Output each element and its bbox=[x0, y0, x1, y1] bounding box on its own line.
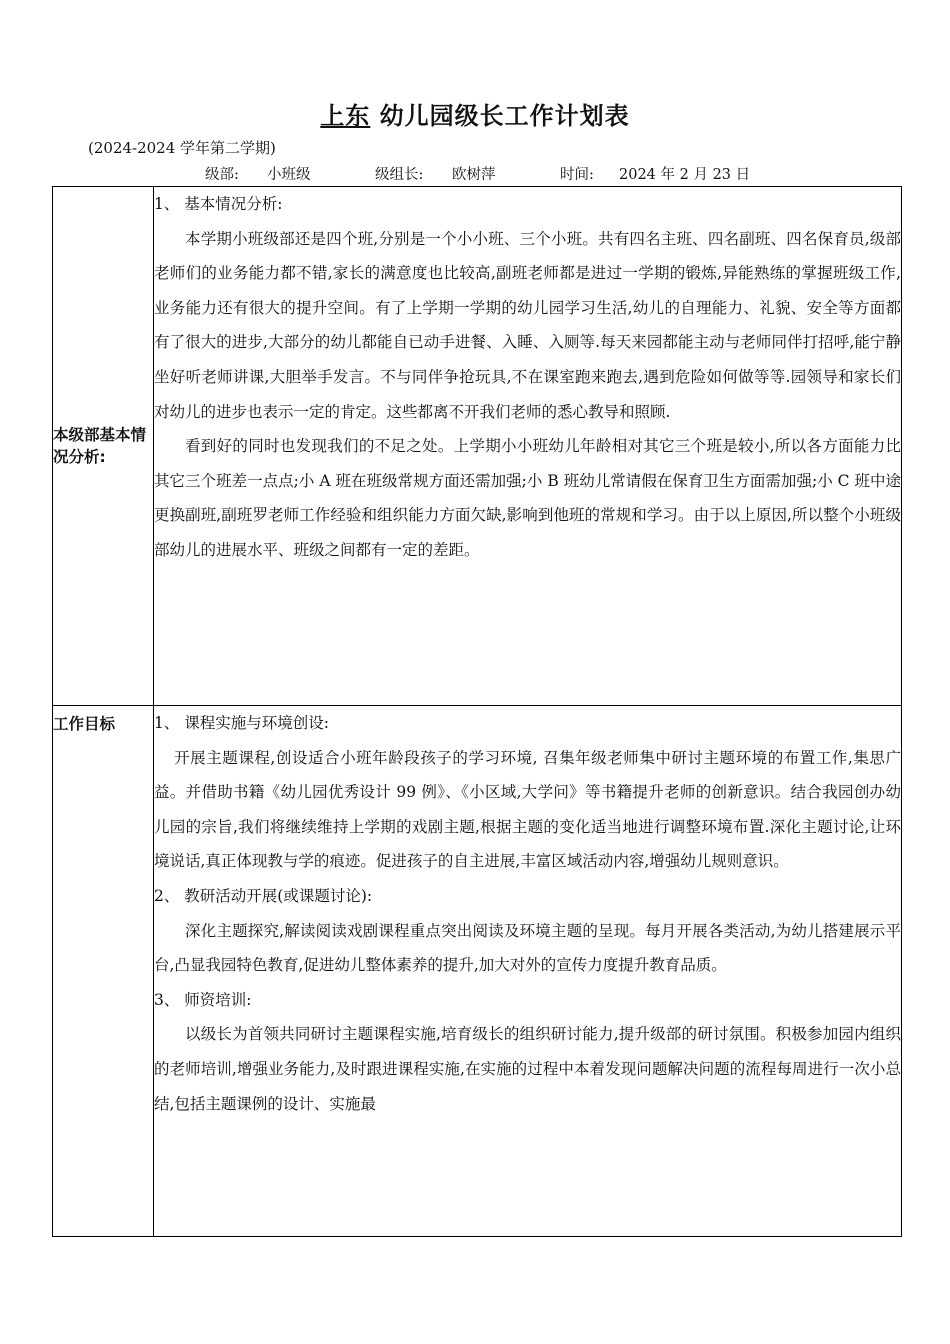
goal-heading-2: 2、 教研活动开展(或课题讨论): bbox=[154, 886, 373, 905]
goal-heading-1: 1、 课程实施与环境创设: bbox=[154, 714, 330, 732]
time-label: 时间: bbox=[560, 167, 594, 183]
section-label-analysis: 本级部基本情况分析: bbox=[53, 187, 154, 706]
leader-label: 级组长: bbox=[375, 167, 424, 183]
analysis-heading: 1、 基本情况分析: bbox=[154, 195, 283, 213]
title-main: 幼儿园级长工作计划表 bbox=[379, 102, 630, 130]
table-row bbox=[53, 706, 902, 1237]
goal-paragraph-1: 开展主题课程,创设适合小班年龄段孩子的学习环境, 召集年级老师集中研讨主题环境的布置工作,集思广益。并借助书籍《幼儿园优秀设计 99 例》、《小区域,大学问》等书籍提升老师的创新意识。结合我园创办幼儿园的宗旨,我们将继续维持上学期的戏剧主题,根据主题的变化适当地进行调整环境布置.深化主题讨论,让环境说话,真正体现教与学的痕迹。促进孩子的自主进展,丰富区域活动内容,增强幼儿规则意识。 bbox=[154, 748, 901, 871]
analysis-paragraph-1: 本学期小班级部还是四个班,分别是一个小小班、三个小班。共有四名主班、四名副班、四名保育员,级部老师们的业务能力都不错,家长的满意度也比较高,副班老师都是进过一学期的锻炼,异能熟练的掌握班级工作,业务能力还有很大的提升空间。有了上学期一学期的幼儿园学习生活,幼儿的自理能力、礼貌、安全等方面都有了很大的进步,大部分的幼儿都能自已动手进餐、入睡、入厕等.每天来园都能主动与老师同伴打招呼,能宁静坐好听老师讲课,大胆举手发言。不与同伴争抢玩具,不在课室跑来跑去,遇到危险如何做等等.园领导和家长们对幼儿的进步也表示一定的肯定。这些都离不开我们老师的悉心教导和照顾. bbox=[154, 229, 901, 421]
plan-table bbox=[52, 186, 902, 1237]
grade-label: 级部: bbox=[205, 167, 239, 183]
analysis-paragraph-2: 看到好的同时也发现我们的不足之处。上学期小小班幼儿年龄相对其它三个班是较小,所以各方面能力比其它三个班差一点点;小 A 班在班级常规方面还需加强;小 B 班幼儿常请假在保育卫生方面需加强;小 C 班中途更换副班,副班罗老师工作经验和组织能力方面欠缺,影响到他班的常规和学习。由于以上原因,所以整个小班级部幼儿的进展水平、班级之间都有一定的差距。 bbox=[154, 437, 901, 559]
grade-value: 小班级 bbox=[267, 167, 311, 183]
section-label-goals: 工作目标 bbox=[53, 706, 154, 1237]
time-value: 2024 年 2 月 23 日 bbox=[619, 167, 751, 183]
section-content-analysis bbox=[154, 187, 902, 706]
section-content-goals bbox=[154, 706, 902, 1237]
goal-paragraph-2: 深化主题探究,解读阅读戏剧课程重点突出阅读及环境主题的呈现。每月开展各类活动,为幼儿搭建展示平台,凸显我园特色教育,促进幼儿整体素养的提升,加大对外的宣传力度提升教育品质。 bbox=[154, 921, 901, 975]
title-prefix: 上东 bbox=[320, 102, 371, 130]
page-title bbox=[0, 96, 950, 131]
goal-paragraph-3: 以级长为首领共同研讨主题课程实施,培育级长的组织研讨能力,提升级部的研讨氛围。积极参加园内组织的老师培训,增强业务能力,及时跟进课程实施,在实施的过程中本着发现问题解决问题的流程每周进行一次小总结,包括主题课例的设计、实施最 bbox=[154, 1025, 901, 1113]
leader-value: 欧树萍 bbox=[452, 167, 496, 183]
goal-heading-3: 3、 师资培训: bbox=[154, 990, 252, 1009]
table-row bbox=[53, 187, 902, 706]
term-line: (2024-2024 学年第二学期) bbox=[88, 139, 276, 157]
